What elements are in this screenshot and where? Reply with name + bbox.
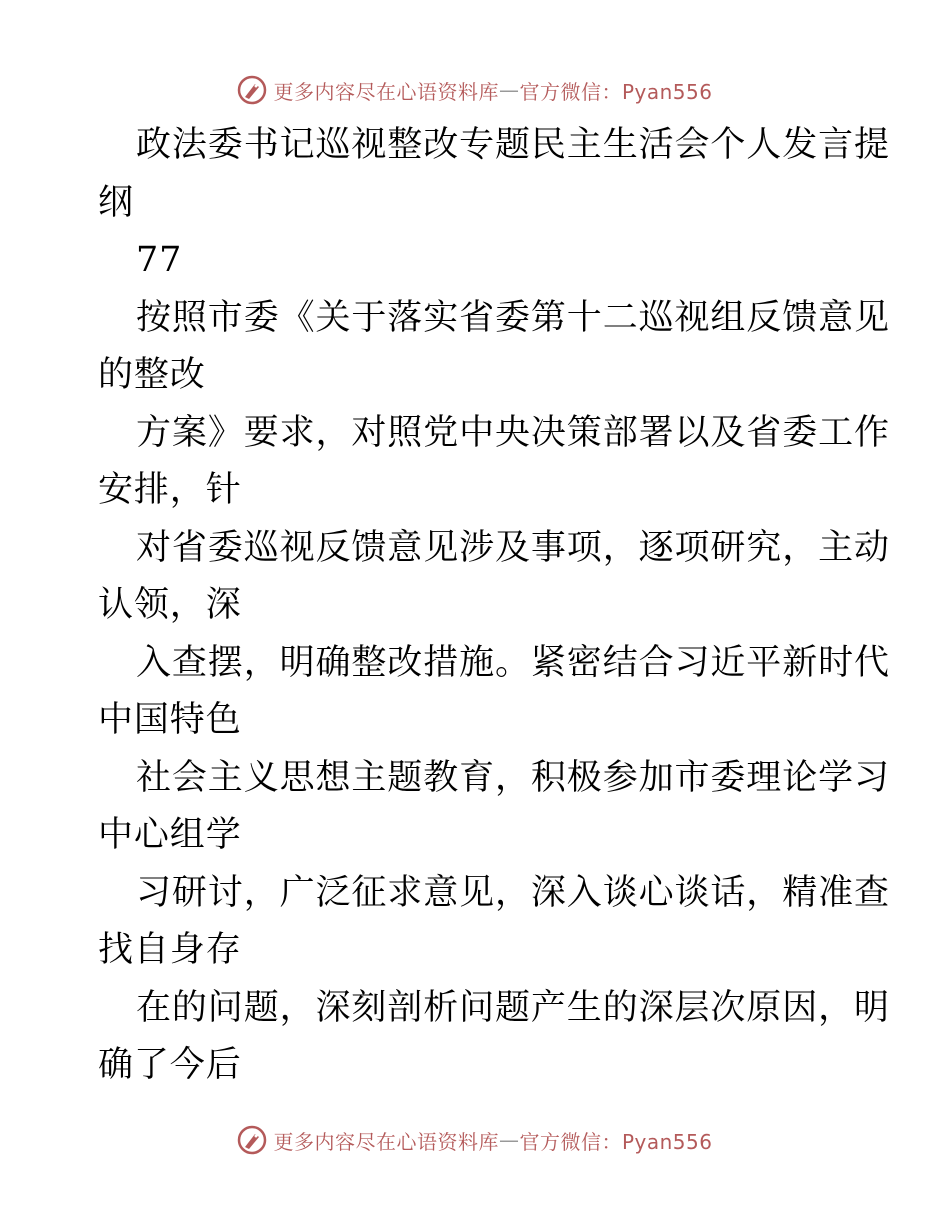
document-title-line-2: 纲: [98, 182, 134, 223]
document-body: [98, 117, 890, 1095]
body-line: 安排，针: [98, 470, 242, 510]
footer-banner-contact: 官方微信：Pyan556: [519, 1129, 713, 1154]
body-line: 中国特色: [98, 700, 242, 740]
body-line: 习研讨，广泛征求意见，深入谈心谈话，精准查: [136, 872, 890, 913]
body-line: 按照市委《关于落实省委第十二巡视组反馈意见: [136, 297, 890, 338]
header-banner-separator: —: [498, 78, 520, 102]
body-line: 社会主义思想主题教育，积极参加市委理论学习: [136, 757, 890, 798]
body-line: 认领，深: [98, 585, 242, 625]
header-banner-text: 更多内容尽在心语资料库: [273, 79, 499, 104]
document-number: 77: [136, 240, 183, 280]
document-title-line-1: 政法委书记巡视整改专题民主生活会个人发言提: [136, 125, 890, 165]
footer-banner-text: 更多内容尽在心语资料库: [273, 1129, 499, 1154]
body-line: 中心组学: [98, 815, 242, 855]
body-line: 确了今后: [98, 1045, 242, 1085]
pen-nib-logo-icon: [237, 75, 267, 105]
body-line: 方案》要求，对照党中央决策部署以及省委工作: [136, 412, 890, 453]
body-line: 对省委巡视反馈意见涉及事项，逐项研究，主动: [136, 527, 890, 568]
header-banner-contact: 官方微信：Pyan556: [519, 79, 713, 104]
header-banner: [0, 70, 950, 110]
pen-nib-logo-icon: [237, 1125, 267, 1155]
footer-banner: [0, 1120, 950, 1160]
body-line: 入查摆，明确整改措施。紧密结合习近平新时代: [136, 642, 890, 683]
footer-banner-separator: —: [498, 1128, 520, 1152]
body-line: 的整改: [98, 355, 206, 395]
body-line: 找自身存: [98, 930, 242, 970]
body-line: 在的问题，深刻剖析问题产生的深层次原因，明: [136, 987, 890, 1028]
